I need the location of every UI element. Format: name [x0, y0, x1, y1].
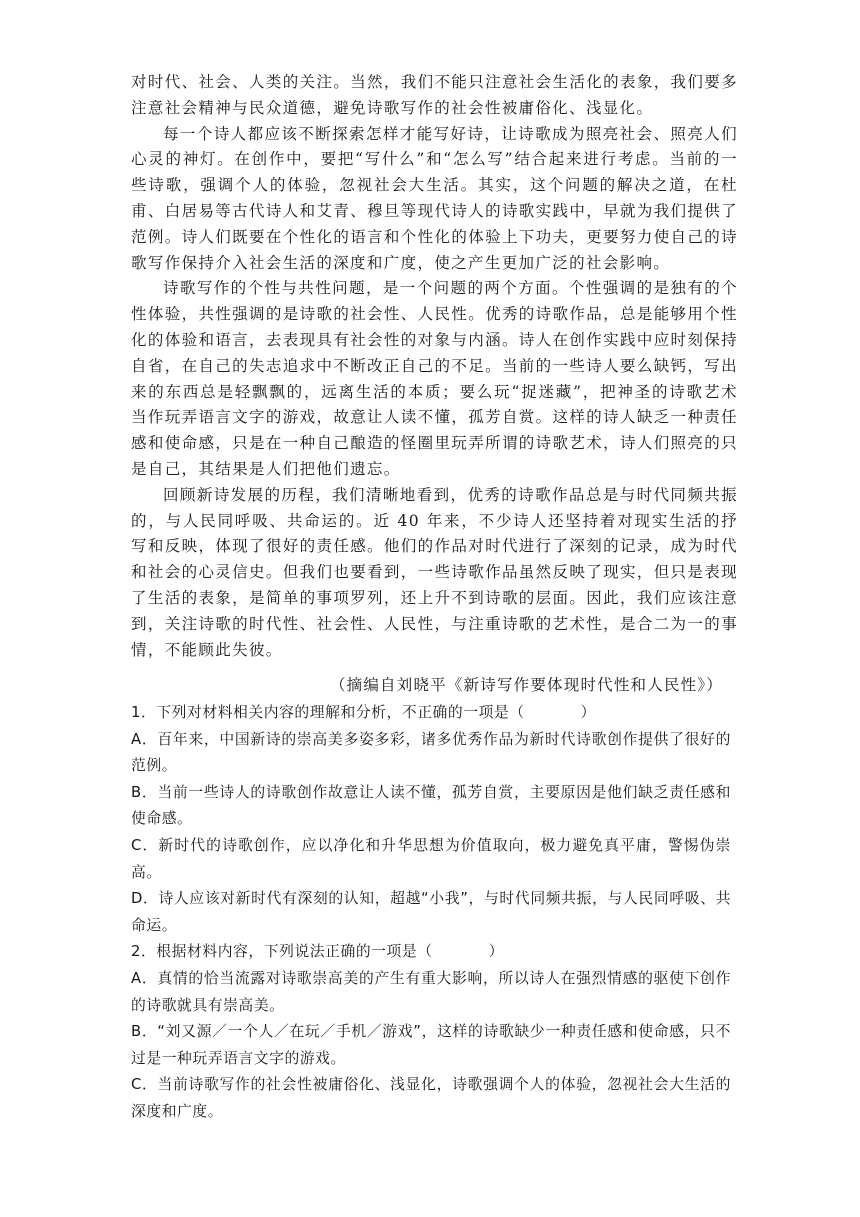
- article-paragraph: 每一个诗人都应该不断探索怎样才能写好诗，让诗歌成为照亮社会、照亮人们心灵的神灯。在创作中，要把“写什么”和“怎么写”结合起来进行考虑。当前的一些诗歌，强调个人的体验，忽视社会大生活。其实，这个问题的解决之道，在杜甫、白居易等古代诗人和艾青、穆旦等现代诗人的诗歌实践中，早就为我们提供了范例。诗人们既要在个性化的语言和个性化的体验上下功夫，更要努力使自己的诗歌写作保持介入社会生活的深度和广度，使之产生更加广泛的社会影响。: [131, 124, 738, 272]
- question-1: [131, 700, 731, 939]
- question-stem: [131, 939, 731, 966]
- article-paragraph: 对时代、社会、人类的关注。当然，我们不能只注意社会生活化的表象，我们要多注意社会精神与民众道德，避免诗歌写作的社会性被庸俗化、浅显化。: [131, 73, 738, 117]
- article-paragraph: 回顾新诗发展的历程，我们清晰地看到，优秀的诗歌作品总是与时代同频共振的，与人民同呼吸、共命运的。近 40 年来，不少诗人还坚持着对现实生活的抒写和反映，体现了很好的责任感。他们的作品对时代进行了深刻的记录，成为时代和社会的心灵信史。但我们也要看到，一些诗歌作品虽然反映了现实，但只是表现了生活的表象，是简单的事项罗列，还上升不到诗歌的层面。因此，我们应该注意到，关注诗歌的时代性、社会性、人民性，与注重诗歌的艺术性，是合二为一的事情，不能顾此失彼。: [131, 485, 738, 659]
- option-d: D．诗人应该对新时代有深刻的认知，超越“小我”，与时代同频共振，与人民同呼吸、共命运。: [131, 890, 731, 934]
- option-b: B．当前一些诗人的诗歌创作故意让人读不懂，孤芳自赏，主要原因是他们缺乏责任感和使命感。: [131, 783, 731, 828]
- article-body: [131, 70, 738, 663]
- question-stem-text: 1．下列对材料相关内容的理解和分析，不正确的一项是（: [131, 704, 525, 721]
- option-a: A．真情的恰当流露对诗歌崇高美的产生有重大影响，所以诗人在强烈情感的驱使下创作的诗歌就具有崇高美。: [131, 969, 731, 1014]
- question-2: [131, 939, 731, 1125]
- option-b: B．“刘又源／一个人／在玩／手机／游戏”，这样的诗歌缺少一种责任感和使命感，只不过是一种玩弄语言文字的游戏。: [131, 1023, 731, 1067]
- article-paragraph: 诗歌写作的个性与共性问题，是一个问题的两个方面。个性强调的是独有的个性体验，共性强调的是诗歌的社会性、人民性。优秀的诗歌作品，总是能够用个性化的体验和语言，去表现具有社会性的对象与内涵。诗人在创作实践中应时刻保持自省，在自己的失志追求中不断改正自己的不足。当前的一些诗人要么缺钙，写出来的东西总是轻飘飘的，远离生活的本质；要么玩“捉迷藏”，把神圣的诗歌艺术当作玩弄语言文字的游戏，故意让人读不懂，孤芳自赏。这样的诗人缺乏一种责任感和使命感，只是在一种自己酿造的怪圈里玩弄所谓的诗歌艺术，诗人们照亮的只是自己，其结果是人们把他们遗忘。: [131, 279, 738, 478]
- question-stem: [131, 700, 731, 727]
- question-stem-close: ）: [580, 704, 596, 721]
- option-c: C．新时代的诗歌创作，应以净化和升华思想为价值取向，极力避免真平庸，警惕伪崇高。: [131, 836, 731, 881]
- article-source: （摘编自刘晓平《新诗写作要体现时代性和人民性》）: [329, 676, 723, 694]
- question-list: [131, 700, 731, 1126]
- question-stem-close: ）: [488, 943, 504, 961]
- option-c: C．当前诗歌写作的社会性被庸俗化、浅显化，诗歌强调个人的体验，忽视社会大生活的深度和广度。: [131, 1076, 731, 1120]
- question-stem-text: 2．根据材料内容，下列说法正确的一项是（: [131, 943, 433, 961]
- option-a: A．百年来，中国新诗的崇高美多姿多彩，诸多优秀作品为新时代诗歌创作提供了很好的范例。: [131, 730, 731, 775]
